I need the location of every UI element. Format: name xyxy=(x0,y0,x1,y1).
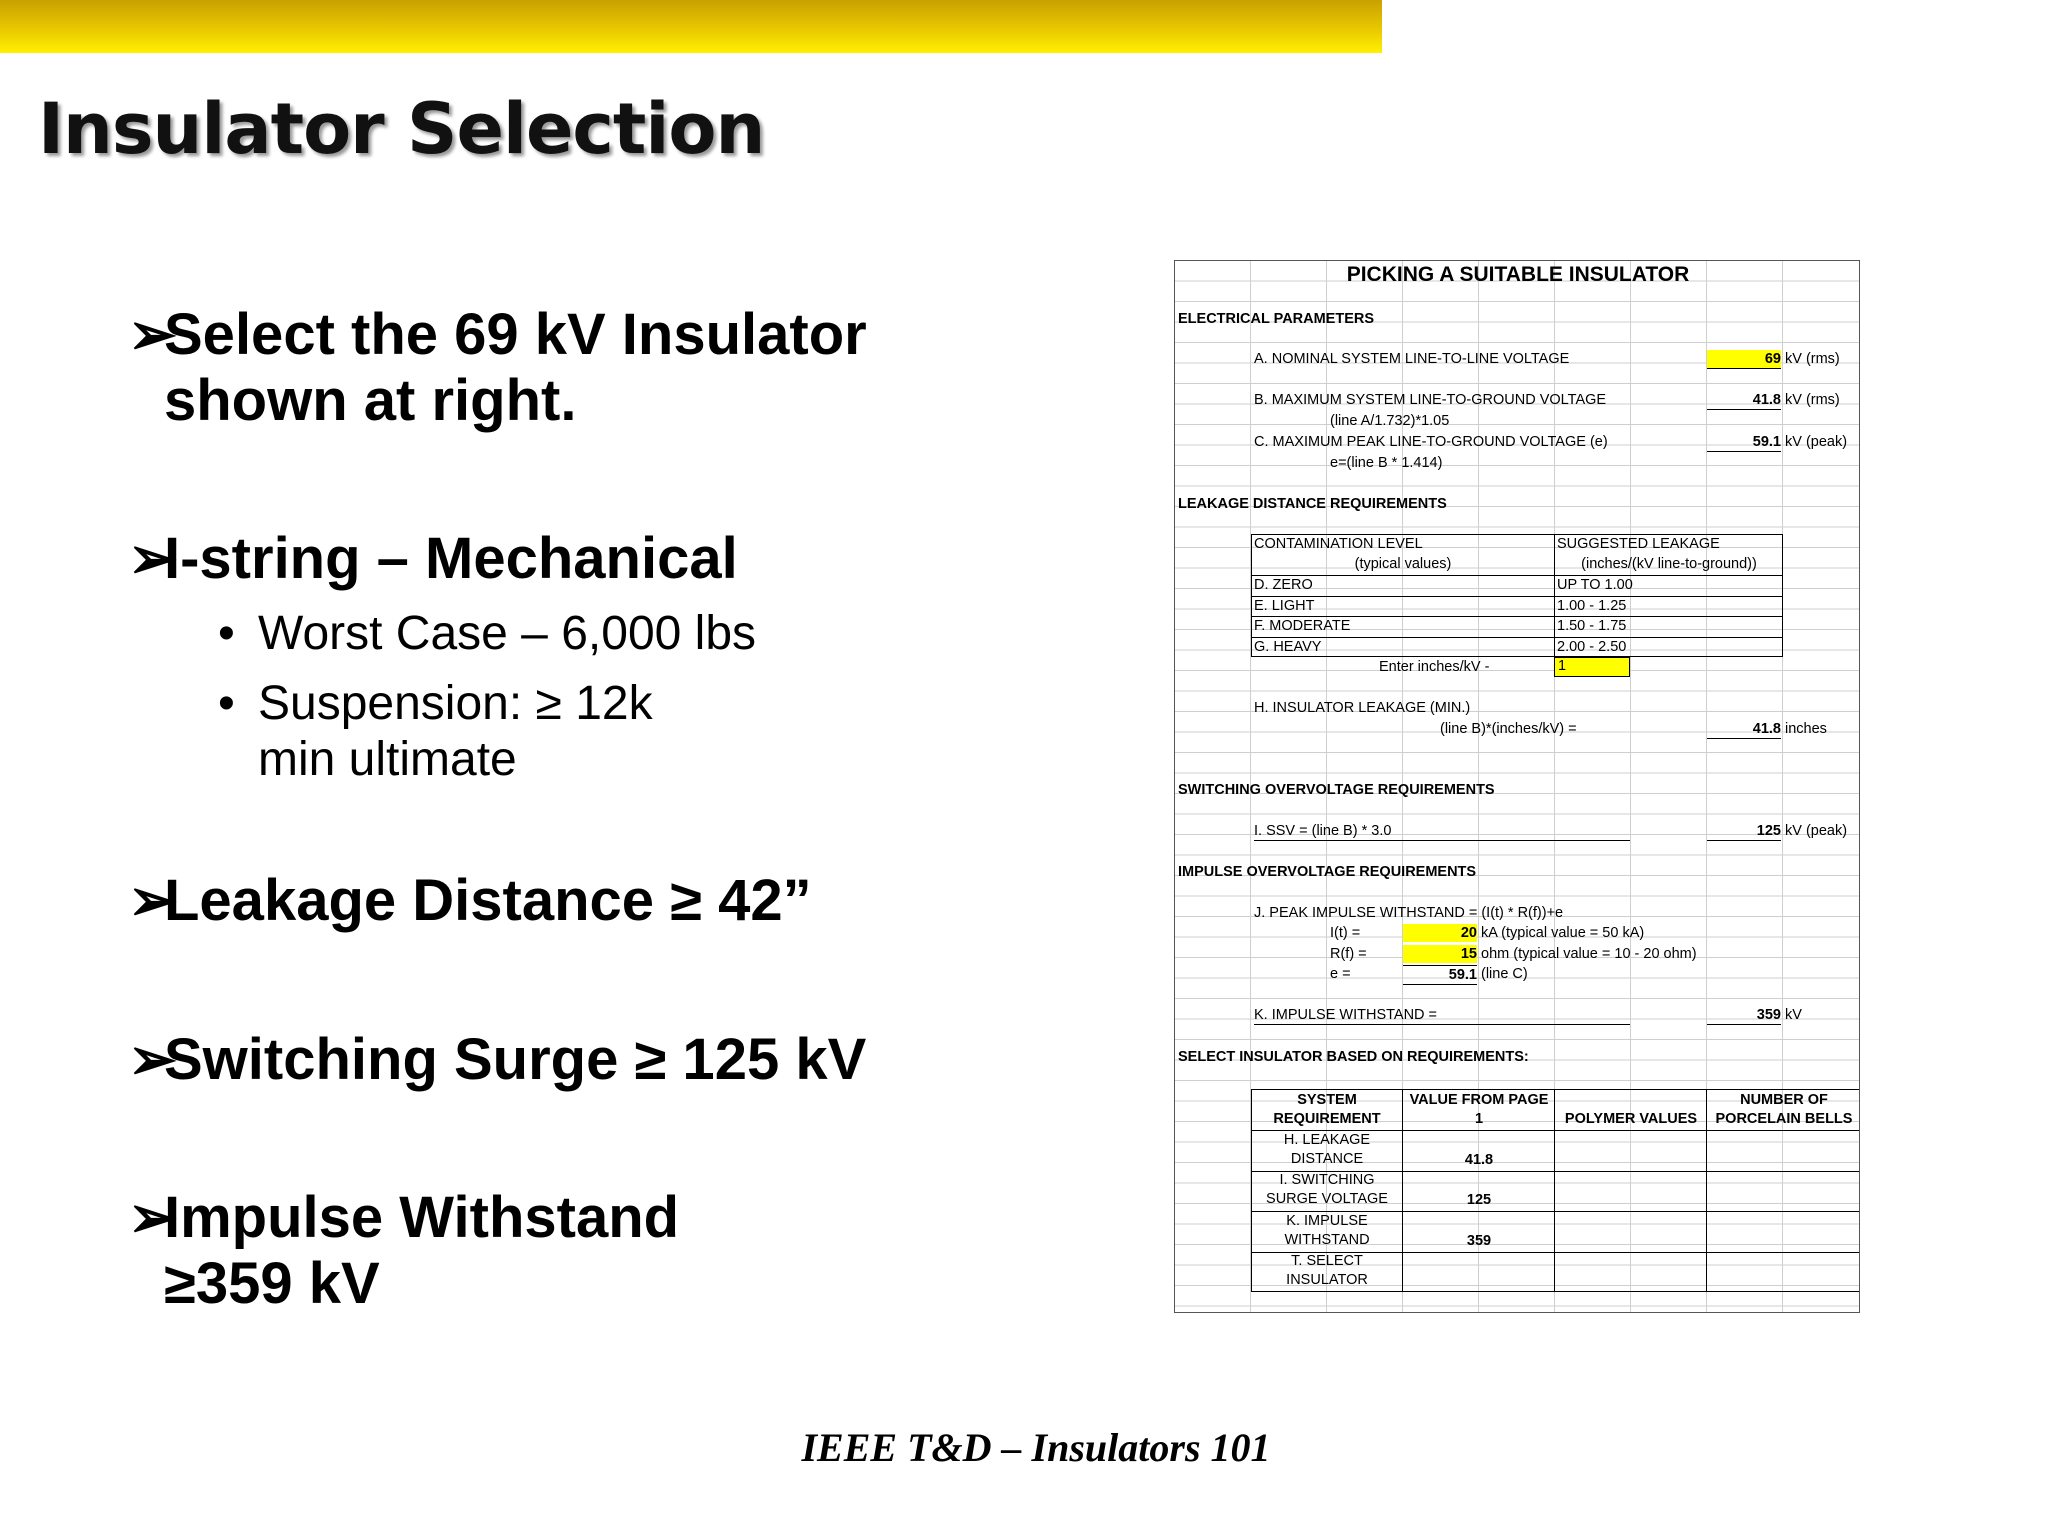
e-label: e = xyxy=(1330,966,1351,982)
dot-bullet-icon: • xyxy=(218,677,235,730)
contamination-zero: D. ZERO xyxy=(1254,577,1313,593)
value-switching-surge: 125 xyxy=(1466,1192,1492,1208)
line-a-unit: kV (rms) xyxy=(1785,351,1840,367)
line-b-formula: (line A/1.732)*1.05 xyxy=(1330,413,1450,429)
line-k-unit: kV xyxy=(1785,1007,1802,1023)
line-b-label: B. MAXIMUM SYSTEM LINE-TO-GROUND VOLTAGE xyxy=(1254,392,1607,408)
arrow-bullet-icon: ➢ xyxy=(128,868,177,933)
line-b-unit: kV (rms) xyxy=(1785,392,1840,408)
line-h-label: H. INSULATOR LEAKAGE (MIN.) xyxy=(1254,700,1471,716)
line-c-formula: e=(line B * 1.414) xyxy=(1330,455,1443,471)
leakage-requirements-header: LEAKAGE DISTANCE REQUIREMENTS xyxy=(1178,496,1447,512)
header-value-from-page: VALUE FROM PAGE 1 xyxy=(1409,1092,1549,1127)
line-a-label: A. NOMINAL SYSTEM LINE-TO-LINE VOLTAGE xyxy=(1254,351,1570,367)
line-h-unit: inches xyxy=(1785,721,1827,737)
leakage-moderate: 1.50 - 1.75 xyxy=(1557,618,1627,634)
line-c-value: 59.1 xyxy=(1707,433,1781,452)
top-accent-bar xyxy=(0,0,1382,53)
line-i-value: 125 xyxy=(1707,822,1781,841)
enter-inches-label: Enter inches/kV - xyxy=(1379,659,1490,675)
arrow-bullet-icon: ➢ xyxy=(128,1185,177,1250)
it-note: kA (typical value = 50 kA) xyxy=(1481,925,1645,941)
electrical-parameters-header: ELECTRICAL PARAMETERS xyxy=(1178,311,1375,327)
leakage-zero: UP TO 1.00 xyxy=(1557,577,1633,593)
bullet-leakage-distance: ➢ Leakage Distance ≥ 42” xyxy=(128,868,812,933)
line-k-value: 359 xyxy=(1707,1006,1781,1025)
line-h-formula: (line B)*(inches/kV) = xyxy=(1440,721,1577,737)
line-a-value: 69 xyxy=(1707,350,1781,369)
impulse-requirements-header: IMPULSE OVERVOLTAGE REQUIREMENTS xyxy=(1178,864,1477,880)
sheet-title: PICKING A SUITABLE INSULATOR xyxy=(1346,263,1690,286)
rf-value[interactable]: 15 xyxy=(1403,945,1477,963)
bullet-impulse-withstand: ➢ Impulse Withstand ≥359 kV xyxy=(128,1185,680,1316)
suggested-leakage-unit: (inches/(kV line-to-ground)) xyxy=(1581,556,1757,572)
contamination-light: E. LIGHT xyxy=(1254,598,1315,614)
typical-values-header: (typical values) xyxy=(1354,556,1452,572)
line-c-label: C. MAXIMUM PEAK LINE-TO-GROUND VOLTAGE (e) xyxy=(1254,434,1608,450)
line-j-label: J. PEAK IMPULSE WITHSTAND = (I(t) * R(f))+e xyxy=(1254,905,1564,921)
rf-label: R(f) = xyxy=(1330,946,1367,962)
bullet-i-string: ➢ I-string – Mechanical xyxy=(128,526,738,591)
arrow-bullet-icon: ➢ xyxy=(128,526,177,591)
req-impulse-withstand: K. IMPULSE WITHSTAND xyxy=(1284,1213,1370,1248)
switching-requirements-header: SWITCHING OVERVOLTAGE REQUIREMENTS xyxy=(1178,782,1495,798)
sub-bullet-worst-case: • Worst Case – 6,000 lbs xyxy=(218,607,757,660)
arrow-bullet-icon: ➢ xyxy=(128,302,177,367)
e-value: 59.1 xyxy=(1403,965,1477,985)
req-switching-surge: I. SWITCHING SURGE VOLTAGE xyxy=(1266,1172,1388,1207)
header-polymer-values: POLYMER VALUES xyxy=(1564,1111,1698,1127)
value-impulse-withstand: 359 xyxy=(1466,1233,1492,1249)
leakage-light: 1.00 - 1.25 xyxy=(1557,598,1627,614)
slide-footer: IEEE T&D – Insulators 101 xyxy=(801,1425,1271,1470)
value-leakage-distance: 41.8 xyxy=(1464,1152,1494,1168)
e-note: (line C) xyxy=(1481,966,1528,982)
req-leakage-distance: H. LEAKAGE DISTANCE xyxy=(1283,1132,1371,1167)
bullet-switching-surge: ➢ Switching Surge ≥ 125 kV xyxy=(128,1027,867,1092)
line-i-label: I. SSV = (line B) * 3.0 xyxy=(1254,822,1630,841)
slide-title: Insulator Selection xyxy=(38,88,765,170)
arrow-bullet-icon: ➢ xyxy=(128,1027,177,1092)
req-select-insulator: T. SELECT INSULATOR xyxy=(1286,1253,1368,1288)
leakage-heavy: 2.00 - 2.50 xyxy=(1557,639,1627,655)
line-c-unit: kV (peak) xyxy=(1785,434,1848,450)
rf-note: ohm (typical value = 10 - 20 ohm) xyxy=(1481,946,1697,962)
suggested-leakage-header: SUGGESTED LEAKAGE xyxy=(1557,536,1720,552)
select-insulator-header: SELECT INSULATOR BASED ON REQUIREMENTS: xyxy=(1178,1049,1529,1065)
bullet-select-insulator: ➢ Select the 69 kV Insulator shown at right. xyxy=(128,302,867,433)
inches-per-kv-input[interactable]: 1 xyxy=(1554,657,1630,677)
line-k-label: K. IMPULSE WITHSTAND = xyxy=(1254,1006,1630,1025)
sub-bullet-suspension: • Suspension: ≥ 12k min ultimate xyxy=(218,677,653,786)
contamination-heavy: G. HEAVY xyxy=(1254,639,1322,655)
it-value[interactable]: 20 xyxy=(1403,924,1477,942)
line-b-value: 41.8 xyxy=(1707,391,1781,410)
header-system-requirement: SYSTEM REQUIREMENT xyxy=(1273,1092,1381,1127)
line-i-unit: kV (peak) xyxy=(1785,823,1848,839)
it-label: I(t) = xyxy=(1330,925,1361,941)
line-h-value: 41.8 xyxy=(1707,720,1781,739)
contamination-level-header: CONTAMINATION LEVEL xyxy=(1254,536,1423,552)
insulator-spreadsheet xyxy=(1174,260,1860,1313)
dot-bullet-icon: • xyxy=(218,607,235,660)
contamination-moderate: F. MODERATE xyxy=(1254,618,1351,634)
header-porcelain-bells: NUMBER OF PORCELAIN BELLS xyxy=(1715,1092,1853,1127)
